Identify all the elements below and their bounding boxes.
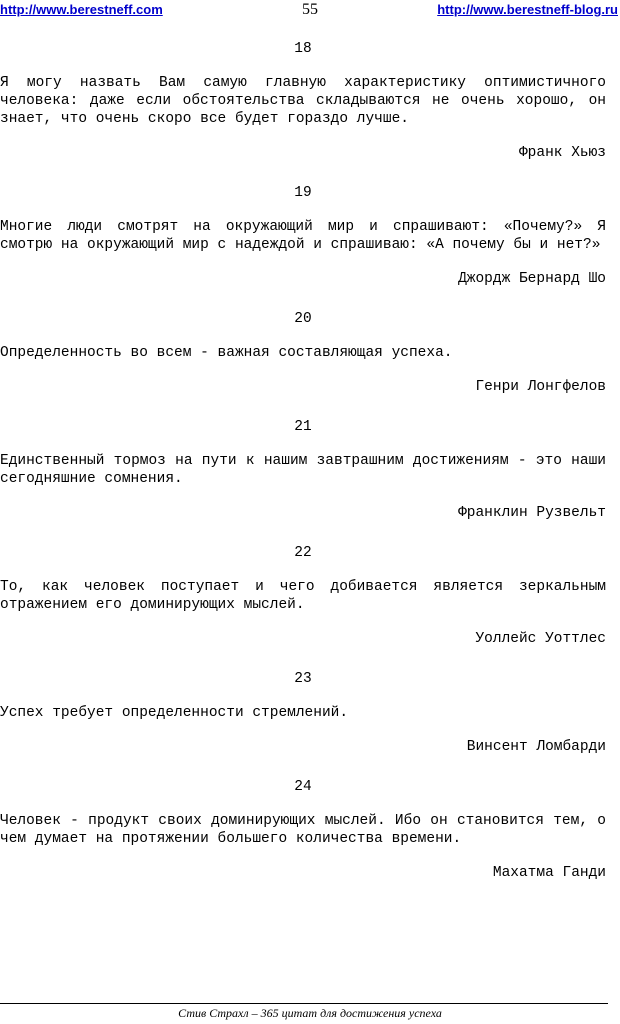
quote-text: Определенность во всем - важная составляющая успеха.	[0, 345, 453, 361]
footer-divider	[0, 1003, 608, 1004]
quote-item	[0, 544, 606, 648]
quote-item	[0, 670, 606, 756]
quote-number: 18	[294, 41, 312, 57]
page-footer: Стив Страхл – 365 цитат для достижения успеха	[178, 1006, 442, 1020]
quote-author: Генри Лонгфелов	[475, 379, 606, 395]
page-header	[0, 0, 620, 22]
quote-author: Джордж Бернард Шо	[458, 271, 606, 287]
quote-item	[0, 40, 606, 162]
quote-number: 21	[294, 419, 312, 435]
page-number: 55	[302, 1, 318, 18]
quote-item	[0, 310, 606, 396]
quote-text: Единственный тормоз на пути к нашим завтрашним достижениям - это наши сегодняшние сомнения.	[0, 453, 606, 487]
quote-number: 23	[294, 671, 312, 687]
site-link-right[interactable]: http://www.berestneff-blog.ru	[437, 2, 618, 17]
quote-item	[0, 418, 606, 522]
quote-item	[0, 184, 606, 288]
quote-text: Многие люди смотрят на окружающий мир и спрашивают: «Почему?» Я смотрю на окружающий мир с надеждой и спрашиваю: «А почему бы и нет?»	[0, 219, 606, 253]
quote-text: Успех требует определенности стремлений.	[0, 705, 349, 721]
quote-author: Винсент Ломбарди	[466, 739, 606, 755]
quote-number: 24	[294, 779, 312, 795]
quotes-list	[0, 40, 606, 904]
quote-number: 19	[294, 185, 312, 201]
quote-text: Человек - продукт своих доминирующих мыслей. Ибо он становится тем, о чем думает на протяжении большего количества времени.	[0, 813, 606, 847]
quote-author: Франк Хьюз	[518, 145, 606, 161]
site-link-left[interactable]: http://www.berestneff.com	[0, 2, 163, 17]
quote-author: Франклин Рузвельт	[458, 505, 606, 521]
quote-number: 20	[294, 311, 312, 327]
quote-text: Я могу назвать Вам самую главную характеристику оптимистичного человека: даже если обстоятельства складываются не очень хорошо, он знает, что очень скоро все будет гораздо лучше.	[0, 75, 606, 127]
quote-author: Уоллейс Уоттлес	[475, 631, 606, 647]
quote-item	[0, 778, 606, 882]
quote-text: То, как человек поступает и чего добивается является зеркальным отражением его доминирующих мыслей.	[0, 579, 606, 613]
quote-number: 22	[294, 545, 312, 561]
quote-author: Махатма Ганди	[492, 865, 606, 881]
